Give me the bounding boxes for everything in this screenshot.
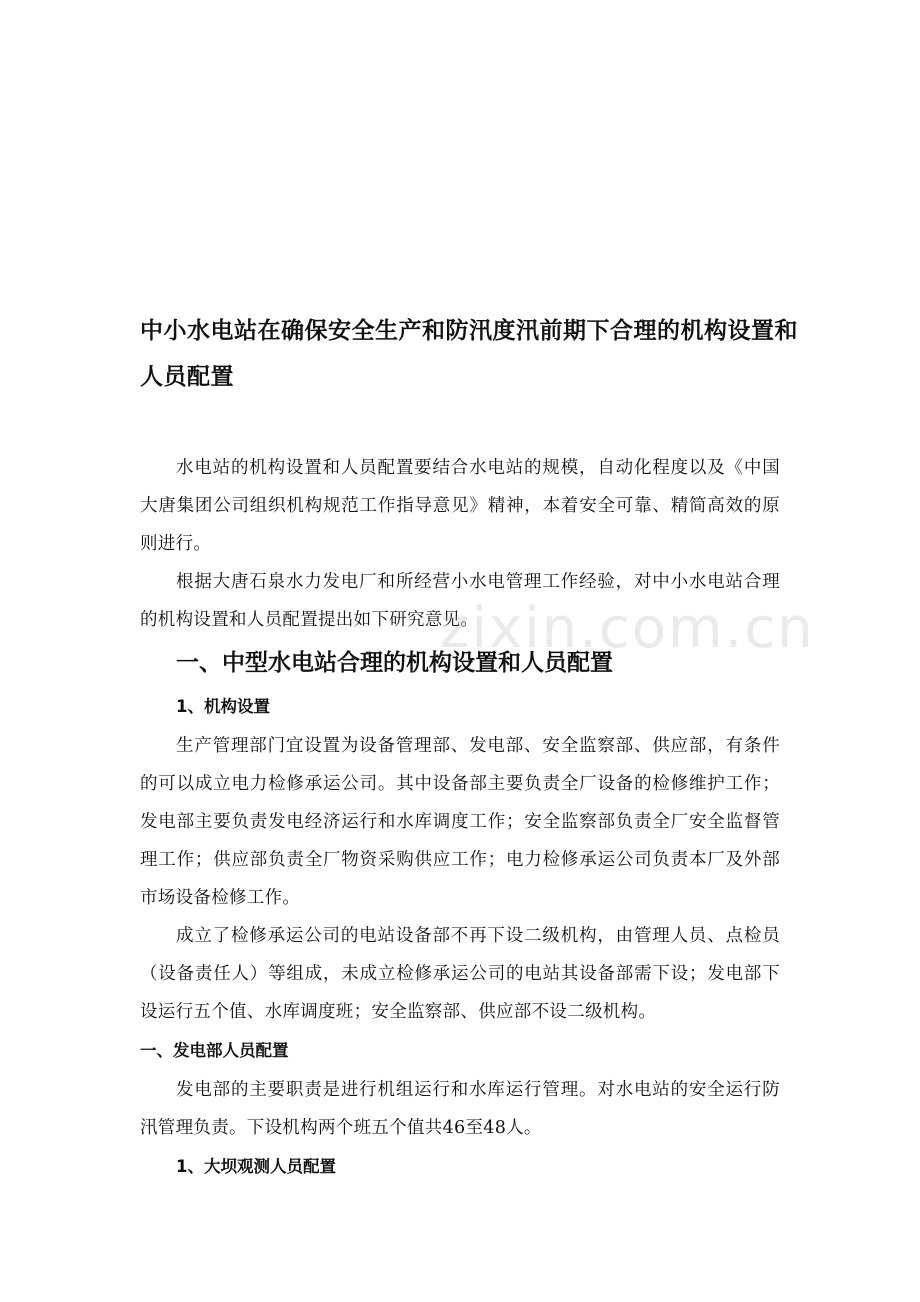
section-1-sub-1-paragraph-1: 生产管理部门宜设置为设备管理部、发电部、安全监察部、供应部，有条件的可以成立电力检修承运公司。其中设备部主要负责全厂设备的检修维护工作；发电部主要负责发电经济运行和水库调度工作；安全监察部负责全厂安全监督管理工作；供应部负责全厂物资采购供应工作；电力检修承运公司负责本厂及外部市场设备检修工作。 — [140, 736, 780, 908]
section-2-heading: 一、发电部人员配置 — [140, 1041, 289, 1060]
intro-paragraph-2: 根据大唐石泉水力发电厂和所经营小水电管理工作经验，对中小水电站合理的机构设置和人员配置提出如下研究意见。 — [140, 572, 780, 630]
watermark-logo: zixin.com.cn — [440, 596, 815, 661]
section-1-sub-1-paragraph-2: 成立了检修承运公司的电站设备部不再下设二级机构，由管理人员、点检员（设备责任人）等组成，未成立检修承运公司的电站其设备部需下设；发电部下设运行五个值、水库调度班；安全监察部、供应部不设二级机构。 — [140, 926, 780, 1022]
document-body — [140, 449, 780, 1187]
section-2-paragraph-1: 发电部的主要职责是进行机组运行和水库运行管理。对水电站的安全运行防汛管理负责。下设机构两个班五个值共46至48人。 — [140, 1080, 780, 1138]
intro-paragraph-1: 水电站的机构设置和人员配置要结合水电站的规模，自动化程度以及《中国大唐集团公司组织机构规范工作指导意见》精神，本着安全可靠、精简高效的原则进行。 — [140, 458, 780, 554]
section-2-sub-1-heading: 1、大坝观测人员配置 — [176, 1157, 336, 1176]
document-title: 中小水电站在确保安全生产和防汛度汛前期下合理的机构设置和人员配置 — [140, 318, 798, 390]
section-1-sub-1-heading: 1、机构设置 — [176, 697, 270, 716]
section-1-heading: 一、中型水电站合理的机构设置和人员配置 — [176, 650, 613, 676]
